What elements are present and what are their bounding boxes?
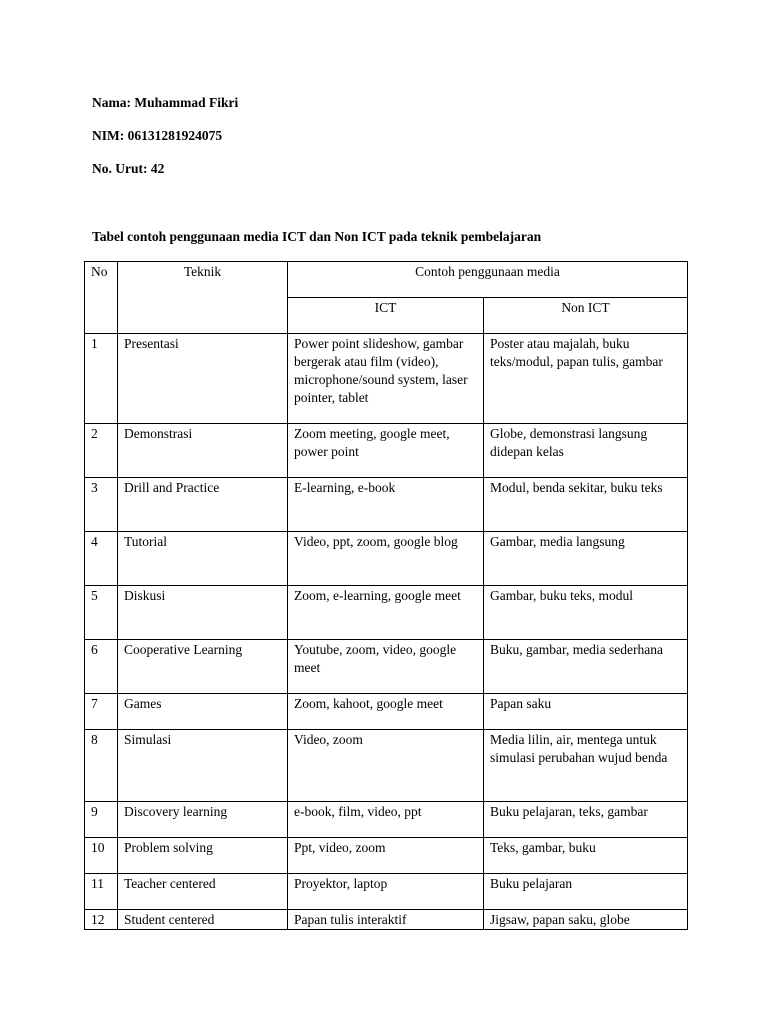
- cell-teknik: Drill and Practice: [118, 478, 288, 532]
- header-non-ict: Non ICT: [484, 298, 688, 334]
- cell-no: 5: [85, 586, 118, 640]
- name-value: Muhammad Fikri: [134, 95, 239, 110]
- cell-non-ict: Teks, gambar, buku: [484, 838, 688, 874]
- cell-non-ict: Buku pelajaran: [484, 874, 688, 910]
- table-row: [85, 640, 688, 694]
- table-row: [85, 838, 688, 874]
- table-row: [85, 730, 688, 802]
- cell-no: 8: [85, 730, 118, 802]
- cell-ict: Video, zoom: [288, 730, 484, 802]
- cell-ict: Youtube, zoom, video, google meet: [288, 640, 484, 694]
- cell-non-ict: Media lilin, air, mentega untuk simulasi perubahan wujud benda: [484, 730, 688, 802]
- student-nim-line: [92, 127, 222, 145]
- header-no: No: [85, 262, 118, 334]
- cell-ict: e-book, film, video, ppt: [288, 802, 484, 838]
- cell-non-ict: Jigsaw, papan saku, globe: [484, 910, 688, 930]
- table-row: [85, 802, 688, 838]
- table-row: [85, 586, 688, 640]
- cell-ict: Ppt, video, zoom: [288, 838, 484, 874]
- name-label: Nama:: [92, 95, 131, 110]
- cell-teknik: Simulasi: [118, 730, 288, 802]
- urut-label: No. Urut:: [92, 161, 148, 176]
- nim-label: NIM:: [92, 128, 125, 143]
- cell-no: 11: [85, 874, 118, 910]
- table-caption: Tabel contoh penggunaan media ICT dan Non ICT pada teknik pembelajaran: [92, 229, 542, 244]
- cell-no: 3: [85, 478, 118, 532]
- cell-non-ict: Papan saku: [484, 694, 688, 730]
- cell-ict: E-learning, e-book: [288, 478, 484, 532]
- cell-ict: Video, ppt, zoom, google blog: [288, 532, 484, 586]
- cell-teknik: Games: [118, 694, 288, 730]
- cell-ict: Papan tulis interaktif: [288, 910, 484, 930]
- cell-ict: Zoom, e-learning, google meet: [288, 586, 484, 640]
- header-teknik: Teknik: [118, 262, 288, 334]
- student-urut-line: [92, 160, 164, 178]
- cell-teknik: Teacher centered: [118, 874, 288, 910]
- cell-no: 1: [85, 334, 118, 424]
- cell-non-ict: Modul, benda sekitar, buku teks: [484, 478, 688, 532]
- student-name-line: [92, 94, 238, 112]
- cell-teknik: Demonstrasi: [118, 424, 288, 478]
- cell-non-ict: Buku, gambar, media sederhana: [484, 640, 688, 694]
- table-row: [85, 424, 688, 478]
- cell-non-ict: Poster atau majalah, buku teks/modul, papan tulis, gambar: [484, 334, 688, 424]
- table-row: [85, 334, 688, 424]
- cell-ict: Zoom, kahoot, google meet: [288, 694, 484, 730]
- cell-ict: Proyektor, laptop: [288, 874, 484, 910]
- urut-value: 42: [150, 161, 165, 176]
- table-row: [85, 532, 688, 586]
- header-media: Contoh penggunaan media: [288, 262, 688, 298]
- table-body: [85, 334, 688, 930]
- cell-non-ict: Globe, demonstrasi langsung didepan kelas: [484, 424, 688, 478]
- table-row: [85, 478, 688, 532]
- cell-no: 9: [85, 802, 118, 838]
- cell-teknik: Student centered: [118, 910, 288, 930]
- cell-no: 4: [85, 532, 118, 586]
- cell-no: 7: [85, 694, 118, 730]
- cell-non-ict: Gambar, buku teks, modul: [484, 586, 688, 640]
- media-table: [84, 261, 688, 930]
- table-row: [85, 910, 688, 930]
- table-header: [85, 262, 688, 334]
- cell-no: 2: [85, 424, 118, 478]
- cell-no: 6: [85, 640, 118, 694]
- cell-teknik: Problem solving: [118, 838, 288, 874]
- cell-non-ict: Gambar, media langsung: [484, 532, 688, 586]
- cell-ict: Power point slideshow, gambar bergerak atau film (video), microphone/sound system, laser pointer, tablet: [288, 334, 484, 424]
- table-row: [85, 694, 688, 730]
- cell-teknik: Diskusi: [118, 586, 288, 640]
- cell-teknik: Presentasi: [118, 334, 288, 424]
- cell-teknik: Cooperative Learning: [118, 640, 288, 694]
- cell-non-ict: Buku pelajaran, teks, gambar: [484, 802, 688, 838]
- cell-teknik: Discovery learning: [118, 802, 288, 838]
- nim-value: 06131281924075: [127, 128, 223, 143]
- header-row-1: [85, 262, 688, 298]
- header-ict: ICT: [288, 298, 484, 334]
- table-row: [85, 874, 688, 910]
- cell-no: 12: [85, 910, 118, 930]
- cell-ict: Zoom meeting, google meet, power point: [288, 424, 484, 478]
- cell-no: 10: [85, 838, 118, 874]
- cell-teknik: Tutorial: [118, 532, 288, 586]
